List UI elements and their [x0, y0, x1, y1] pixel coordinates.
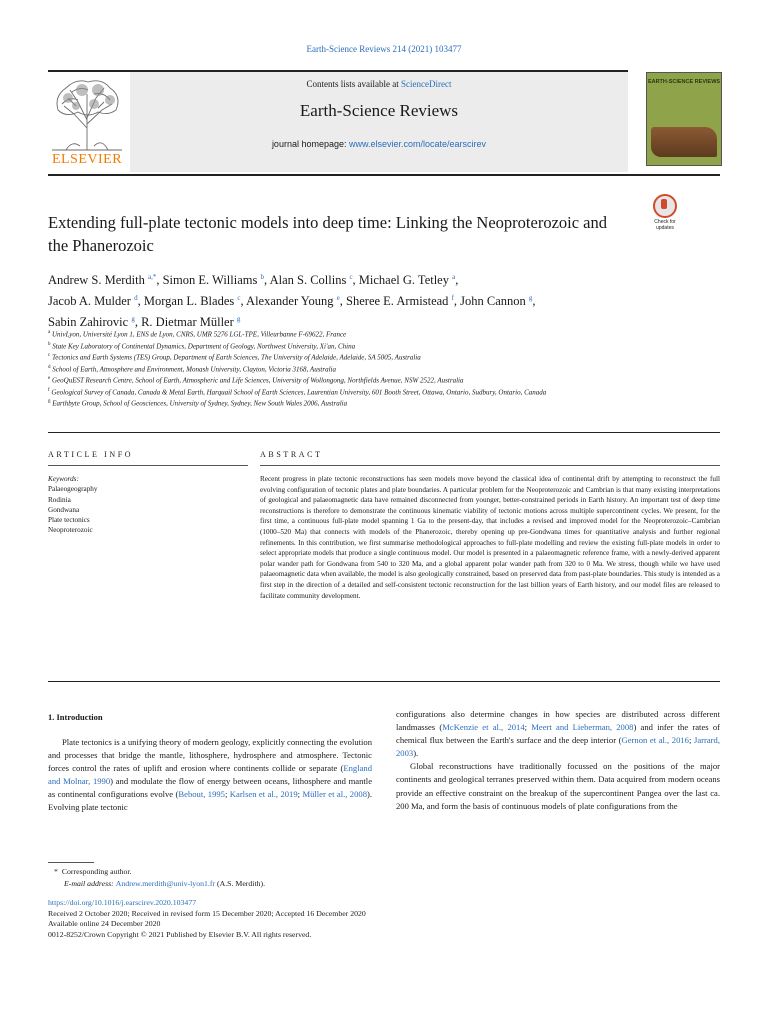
intro-text: configurations also determine changes in how species are distributed across different landmasses ( [396, 709, 720, 733]
citation-link[interactable]: England and Molnar, 1990 [48, 763, 372, 787]
author-name[interactable]: Sabin Zahirovic [48, 315, 129, 330]
author-separator: , [339, 294, 347, 309]
affiliation-key: c [48, 353, 51, 359]
affiliation-item [48, 374, 648, 386]
intro-left-column [48, 736, 372, 815]
homepage-prefix: journal homepage: [271, 139, 349, 149]
keyword-item: Gondwana [48, 505, 80, 514]
author-affiliation-marker[interactable]: e [336, 294, 340, 303]
keyword-item: Plate tectonics [48, 516, 90, 525]
homepage-line [130, 139, 628, 149]
author-separator: , [455, 273, 459, 288]
abstract-bottom-rule [48, 681, 720, 682]
section-heading-introduction: 1. Introduction [48, 712, 103, 722]
author-list [48, 268, 648, 331]
author-name[interactable]: Morgan L. Blades [143, 294, 235, 309]
article-title: Extending full-plate tectonic models into deep time: Linking the Neoproterozoic and the Phanerozoic [48, 213, 608, 255]
author-separator: , [532, 294, 536, 309]
author-separator: , [264, 273, 270, 288]
intro-text: ) and infer the rates of chemical flux between the Earth's surface and the deep interior ( [396, 722, 720, 746]
affiliation-text: Earthbyte Group, School of Geosciences, University of Sydney, Sydney, New South Wales 2006, Australia [52, 399, 348, 408]
affiliation-key: a [48, 330, 51, 335]
author-affiliation-marker[interactable]: a,* [148, 273, 157, 281]
author-affiliation-marker[interactable]: c [237, 294, 241, 303]
citation-link[interactable]: Meert and Lieberman, 2008 [531, 722, 634, 733]
author-affiliation-marker[interactable]: a [452, 273, 456, 281]
doi-link[interactable]: https://doi.org/10.1016/j.earscirev.2020.103477 [48, 898, 197, 907]
keywords-list [48, 484, 248, 535]
citation-link[interactable]: Gernon et al., 2016 [621, 735, 689, 746]
check-for-updates-badge[interactable] [648, 194, 682, 234]
author-name[interactable]: R. Dietmar Müller [141, 315, 234, 330]
author-name[interactable]: Simon E. Williams [162, 273, 258, 288]
journal-cover-image[interactable] [646, 72, 722, 166]
author-name[interactable]: Alexander Young [246, 294, 334, 309]
check-updates-icon [653, 194, 677, 218]
author-affiliation-marker[interactable]: g [528, 294, 533, 303]
author-name[interactable]: Andrew S. Merdith [48, 273, 145, 288]
author-affiliation-marker[interactable]: b [260, 273, 264, 281]
contents-prefix: Contents lists available at [306, 79, 401, 89]
intro-paragraph-continued [396, 708, 720, 760]
author-separator: , [137, 294, 144, 309]
affiliations-rule [48, 432, 720, 433]
author-separator: , [134, 315, 142, 330]
intro-text: ; [524, 722, 532, 733]
citation-link[interactable]: McKenzie et al., 2014 [442, 722, 525, 733]
author-affiliation-marker[interactable]: g [131, 315, 135, 324]
affiliation-item [48, 340, 648, 352]
keyword-item: Neoproterozoic [48, 526, 93, 535]
affiliation-item [48, 386, 648, 398]
affiliation-text: Geological Survey of Canada, Canada & Metal Earth, Harquail School of Earth Sciences, Laurentian University, 601 Booth Street, Ottawa, Ontario, Sudbury, Ontario, Canada [51, 387, 547, 396]
cover-title: EARTH-SCIENCE REVIEWS [647, 79, 721, 85]
abstract-heading: ABSTRACT [260, 450, 323, 459]
citation-link[interactable]: Karlsen et al., 2019 [229, 789, 298, 800]
intro-text: ; [688, 735, 694, 746]
publication-info [48, 898, 548, 940]
affiliation-item [48, 351, 648, 363]
homepage-link[interactable]: www.elsevier.com/locate/earscirev [349, 139, 487, 149]
affiliation-key: b [48, 341, 51, 347]
keyword-item: Rodinia [48, 495, 71, 504]
affiliation-text: School of Earth, Atmosphere and Environment, Monash University, Clayton, Victoria 3168, Australia [52, 364, 336, 373]
journal-title: Earth-Science Reviews [299, 101, 459, 120]
intro-text: ) and modulate the flow of energy between oceans, lithosphere and mantle as continental configurations evolve ( [48, 776, 373, 800]
email-line [48, 878, 388, 890]
citation-link[interactable]: Jarrard, 2003 [396, 735, 720, 759]
author-name[interactable]: Jacob A. Mulder [48, 294, 131, 309]
check-updates-line1: Check for [654, 219, 676, 225]
footnote-marker: * [54, 867, 58, 876]
keywords-label: Keywords: [48, 475, 79, 483]
email-label: E-mail address: [64, 879, 116, 888]
online-date: Available online 24 December 2020 [48, 919, 161, 929]
keywords-block [48, 474, 248, 536]
contents-line [130, 79, 628, 89]
intro-text: Plate tectonics is a unifying theory of modern geology, explicitly connecting the evolution and processes that bridge the mantle, lithosphere, hydrosphere and atmosphere. Tectonic forces control the rates of uplift and erosion where continents collide or separate ( [48, 737, 372, 774]
author-affiliation-marker[interactable]: c [349, 273, 353, 281]
author-separator: , [240, 294, 247, 309]
email-link[interactable]: Andrew.merdith@univ-lyon1.fr [115, 879, 216, 888]
intro-text: ; [224, 789, 230, 800]
cover-rock-graphic [651, 127, 717, 157]
citation-link[interactable]: Bebout, 1995 [178, 789, 225, 800]
footnote [48, 866, 388, 890]
author-name[interactable]: Sheree E. Armistead [346, 294, 449, 309]
elsevier-wordmark: ELSEVIER [51, 152, 123, 167]
journal-masthead [130, 72, 628, 172]
check-updates-line2: updates [656, 225, 674, 231]
affiliation-item [48, 397, 648, 409]
affiliation-item [48, 363, 648, 375]
author-separator: , [156, 273, 163, 288]
author-separator: , [453, 294, 461, 309]
intro-text: ). Evolving plate tectonic [48, 789, 373, 813]
abstract-text: Recent progress in plate tectonic reconstructions has seen models move beyond the classical idea of continental drift by attempting to reconstruct the full evolving configuration of tectonic plates and plate boundaries. A particular problem for the Neoproterozoic and Cambrian is that many existing interpretations of geological and palaeomagnetic data have remained disconnected from younger, better-constrained periods in Earth history. An important test of deep time reconstructions is therefore to demonstrate the continuous kinematic viability of tectonic motions across multiple supercontinent cycles. We present, for the first time, a continuous full-plate model spanning 1 Ga to the present-day, that includes a revised and improved model for the Neoproterozoic–Cambrian (1000–520 Ma) that connects with models of the Phanerozoic, thereby opening up pre-Gondwana times for quantitative analysis and further regional refinements. In this contribution, we first summarise methodological approaches to full-plate modelling and review the existing full-plate models in order to select appropriate models that produce a single continuous model. Our model is presented in a palaeomagnetic reference frame, with a newly-derived apparent polar wander path for Gondwana from 540 to 320 Ma, and a global apparent polar wander path from 320 to 0 Ma. We stress, though while we have used palaeomagnetic data when available, the model is also geologically constrained, based on preserved data from past-plate boundaries. This study is intended as a first step in the direction of a detailed and self-consistent tectonic reconstruction for the last billion years of Earth history, and our model files are released to facilitate community development. [260, 475, 720, 600]
corresponding-author-note [48, 866, 388, 878]
received-dates: Received 2 October 2020; Received in revised form 15 December 2020; Accepted 16 December 2020 [48, 908, 366, 918]
author-name[interactable]: John Cannon [460, 294, 526, 309]
intro-paragraph-1 [48, 736, 372, 815]
header-bottom-rule [48, 174, 720, 176]
author-name[interactable]: Michael G. Tetley [358, 273, 449, 288]
affiliation-key: g [48, 399, 51, 405]
copyright-line: 0012-8252/Crown Copyright © 2021 Published by Elsevier B.V. All rights reserved. [48, 929, 312, 939]
affiliation-text: UnivLyon, Université Lyon 1, ENS de Lyon, CNRS, UMR 5276 LGL-TPE, Villeurbanne F-69622, France [51, 330, 347, 339]
author-name[interactable]: Alan S. Collins [269, 273, 347, 288]
intro-right-column [396, 708, 720, 813]
affiliation-key: e [48, 376, 51, 382]
corresponding-author-label: Corresponding author. [61, 867, 132, 876]
affiliation-item [48, 328, 648, 340]
author-affiliation-marker[interactable]: g [236, 315, 241, 324]
keyword-item: Palaeogeography [48, 485, 98, 494]
affiliation-text: Tectonics and Earth Systems (TES) Group, Department of Earth Sciences, The University of Adelaide, Adelaide, SA 5005, Australia [51, 353, 421, 362]
sciencedirect-link[interactable]: ScienceDirect [401, 79, 452, 89]
footnote-rule [48, 862, 94, 863]
abstract-rule [260, 465, 720, 466]
email-suffix: (A.S. Merdith). [215, 879, 266, 888]
intro-text: ; [297, 789, 303, 800]
intro-paragraph-2: Global reconstructions have traditionally focussed on the positions of the major continents and geological terranes preserved within them. Data acquired from modern oceans provide an effective constraint on the breakup of the supercontinent Pangea over the last ca. 200 Ma, and form the basis of continuous models of plate configurations from the [396, 761, 720, 811]
author-affiliation-marker[interactable]: f [451, 294, 454, 303]
affiliation-key: f [48, 387, 50, 393]
affiliation-list [48, 328, 648, 409]
affiliation-text: State Key Laboratory of Continental Dynamics, Department of Geology, Northwest University, Xi'an, China [52, 341, 356, 350]
article-info-heading: ARTICLE INFO [48, 450, 134, 459]
author-affiliation-marker[interactable]: d [134, 294, 138, 303]
affiliation-key: d [48, 364, 51, 370]
intro-text: ). [413, 748, 419, 759]
article-info-rule [48, 465, 248, 466]
citation-link[interactable]: Müller et al., 2008 [302, 789, 367, 800]
affiliation-text: GeoQuEST Research Centre, School of Earth, Atmospheric and Life Sciences, University of Wollongong, Northfields Avenue, NSW 2522, Australia [51, 376, 464, 385]
author-separator: , [352, 273, 359, 288]
journal-reference[interactable]: Earth-Science Reviews 214 (2021) 103477 [306, 44, 462, 54]
